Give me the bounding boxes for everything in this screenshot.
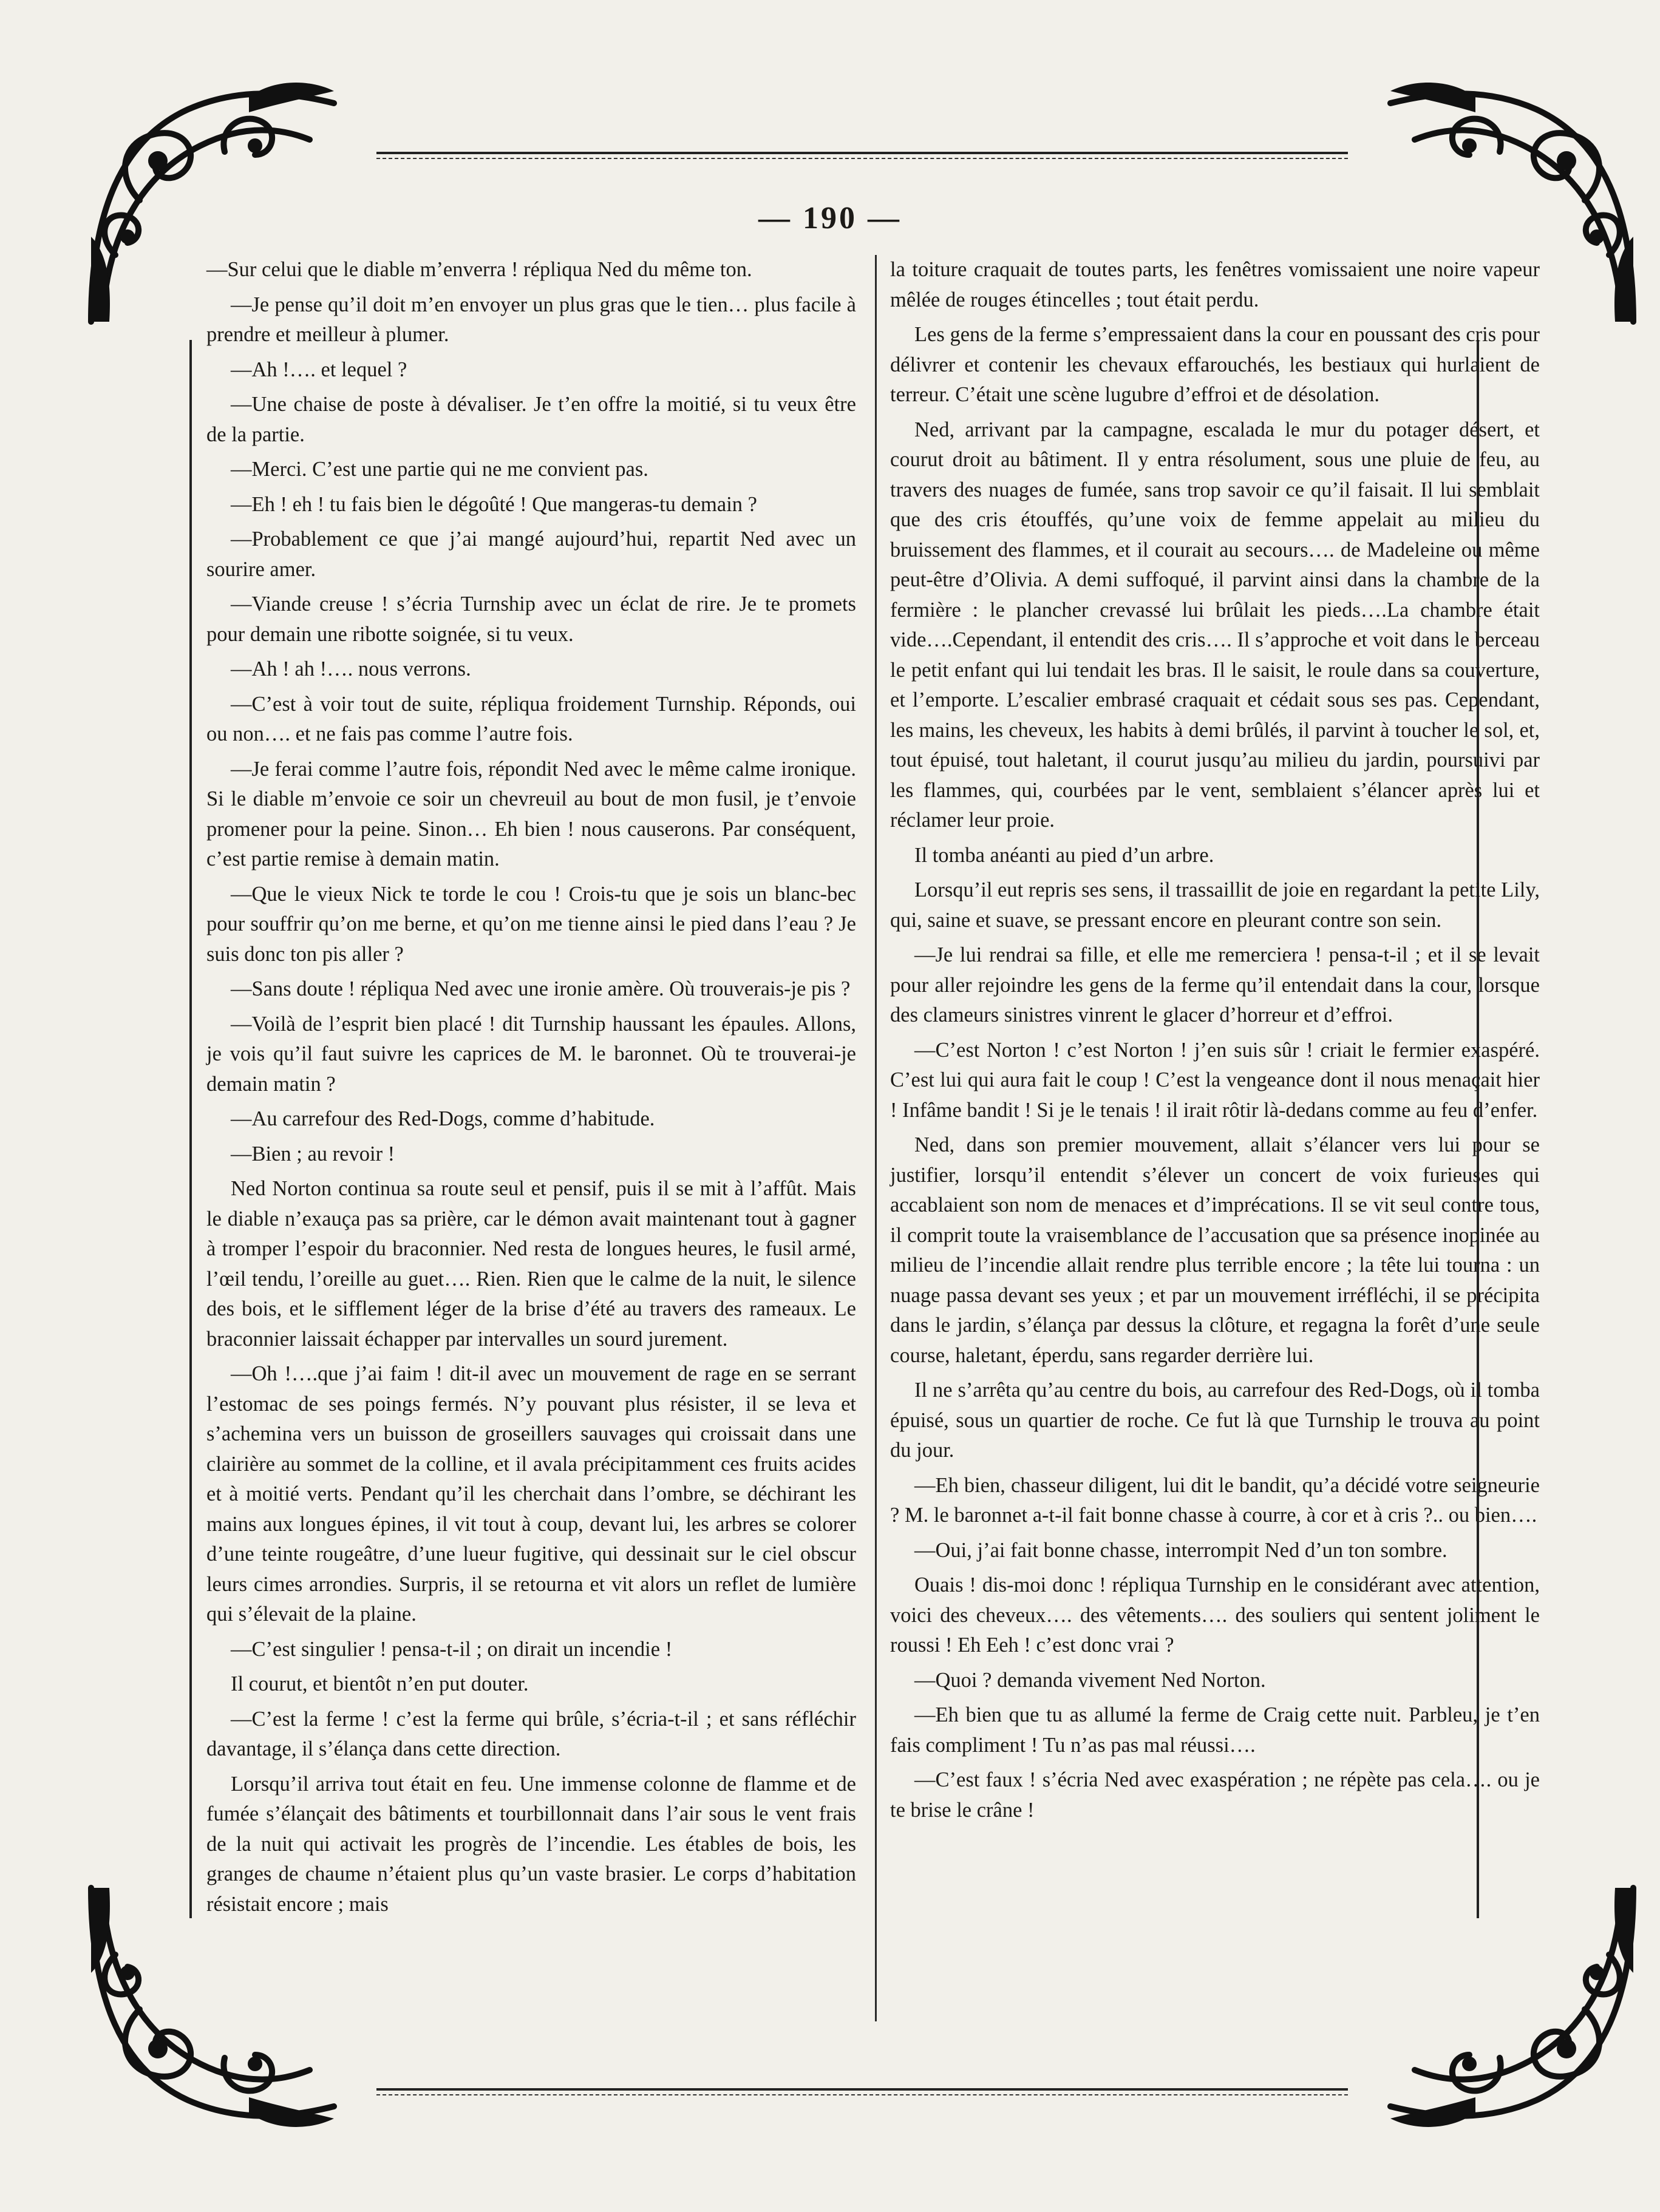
paragraph: —Eh bien que tu as allumé la ferme de Craig cette nuit. Parbleu, je t’en fais compliment ! Tu n’as pas mal réussi…. [890, 1703, 1540, 1757]
paragraph: —C’est la ferme ! c’est la ferme qui brûle, s’écria-t-il ; et sans réfléchir davantage, il s’élança dans cette direction. [206, 1707, 856, 1760]
paragraph: —C’est Norton ! c’est Norton ! j’en suis sûr ! criait le fermier exaspéré. C’est lui qui aura fait le coup ! C’est la vengeance dont il nous menaçait hier ! Infâme bandit ! Si je le tenais ! il irait rôtir là-dedans comme au feu d’enfer. [890, 1038, 1540, 1122]
paragraph: —Ah !…. et lequel ? [231, 358, 407, 381]
paragraph: Lorsqu’il arriva tout était en feu. Une immense colonne de flamme et de fumée s’élançait des bâtiments et tourbillonnait dans l’air sous le vent frais de la nuit qui activait les progrès de l’incendie. Les étables de bois, les granges de chaume n’étaient plus qu’un vaste brasier. Le corps d’habitation résistait encore ; mais [206, 1772, 856, 1916]
paragraph: —Viande creuse ! s’écria Turnship avec un éclat de rire. Je te promets pour demain une ribotte soignée, si tu veux. [206, 592, 856, 646]
paragraph: —C’est faux ! s’écria Ned avec exaspération ; ne répète pas cela…. ou je te brise le crâne ! [890, 1768, 1540, 1822]
paragraph: —Bien ; au revoir ! [231, 1142, 395, 1165]
paragraph: Ned, dans son premier mouvement, allait s’élancer vers lui pour se justifier, lorsqu’il entendit s’élever un concert de voix furieuses qui accablaient son nom de menaces et d’imprécations. Il se vit seul contre tous, il comprit toute la vraisemblance de l’accusation que sa présence inopinée au milieu de l’incendie allait rendre plus terrible encore ; la tête lui tourna : un nuage passa devant ses yeux ; et par un mouvement irréfléchi, il se précipita dans le jardin, s’élança par dessus la clôture, et regagna la forêt d’une seule course, haletant, éperdu, sans regarder derrière lui. [890, 1133, 1540, 1367]
paragraph: Les gens de la ferme s’empressaient dans la cour en poussant des cris pour délivrer et contenir les chevaux effarouchés, les bestiaux qui hurlaient de terreur. C’était une scène lugubre d’effroi et de désolation. [890, 323, 1540, 406]
paragraph: Il ne s’arrêta qu’au centre du bois, au carrefour des Red-Dogs, où il tomba épuisé, sous un quartier de roche. Ce fut là que Turnship le trouva au point du jour. [890, 1379, 1540, 1462]
paragraph: Il courut, et bientôt n’en put douter. [231, 1672, 529, 1695]
paragraph: Ned, arrivant par la campagne, escalada le mur du potager désert, et courut droit au bâtiment. Il y entra résolument, sous une pluie de feu, au travers des nuages de fumée, sans trop savoir ce qu’il faisait. Il lui semblait que des cris étouffés, qu’une voix de femme appelait au milieu du bruissement des flammes, et il courait au secours…. de Madeleine ou même peut-être d’Olivia. A demi suffoqué, il parvint ainsi dans la chambre de la fermière : le plancher crevassé lui brûlait les pieds….La chambre était vide….Cependant, il entendit des cris…. Il s’approche et voit dans le berceau le petit enfant qui lui tendait les bras. Il le saisit, le roule dans sa couverture, et l’emporte. L’escalier embrasé craquait et cédait sous ses pas. Cependant, les mains, les cheveux, les habits à demi brûlés, il parvint à toucher le sol, et, tout épuisé, tout haletant, il courut jusqu’au milieu du jardin, poursuivi par les flammes, qui, courbées par le vent, semblaient s’élancer après lui et réclamer leur proie. [890, 418, 1540, 832]
paragraph: Ouais ! dis-moi donc ! répliqua Turnship en le considérant avec attention, voici des cheveux…. des vêtements…. des souliers qui sentent joliment le roussi ! Eh Eeh ! c’est donc vrai ? [890, 1573, 1540, 1657]
column-divider [875, 255, 877, 2021]
paragraph: —C’est à voir tout de suite, répliqua froidement Turnship. Réponds, oui ou non…. et ne fais pas comme l’autre fois. [206, 692, 856, 745]
paragraph: —Sans doute ! répliqua Ned avec une ironie amère. Où trouverais-je pis ? [231, 977, 851, 1000]
paragraph: Ned Norton continua sa route seul et pensif, puis il se mit à l’affût. Mais le diable n’exauça pas sa prière, car le démon avait maintenant tout à gagner à tromper l’espoir du braconnier. Ned resta de longues heures, le fusil armé, l’œil tendu, l’oreille au guet…. Rien. Rien que le calme de la nuit, le silence des bois, et le sifflement léger de la brise d’été au travers des rameaux. Le braconnier laissait échapper par intervalles un sourd jurement. [206, 1177, 856, 1351]
paragraph: —Voilà de l’esprit bien placé ! dit Turnship haussant les épaules. Allons, je vois qu’il faut suivre les caprices de M. le baronnet. Où te trouverai-je demain matin ? [206, 1012, 856, 1096]
paragraph: —Ah ! ah !…. nous verrons. [231, 657, 471, 680]
paragraph: —Je lui rendrai sa fille, et elle me remerciera ! pensa-t-il ; et il se levait pour aller rejoindre les gens de la ferme qu’il entendait dans la cour, lorsque des clameurs sinistres vinrent le glacer d’horreur et d’effroi. [890, 943, 1540, 1026]
paragraph: —Merci. C’est une partie qui ne me convient pas. [231, 458, 648, 481]
frame-rule-top [376, 152, 1348, 154]
paragraph: —Au carrefour des Red-Dogs, comme d’habitude. [231, 1107, 655, 1130]
paragraph: —Eh bien, chasseur diligent, lui dit le bandit, qu’a décidé votre seigneurie ? M. le baronnet a-t-il fait bonne chasse à courre, à cor et à cris ?.. ou bien…. [890, 1473, 1540, 1527]
paragraph: —Une chaise de poste à dévaliser. Je t’en offre la moitié, si tu veux être de la partie. [206, 393, 856, 446]
paragraph: —Que le vieux Nick te torde le cou ! Crois-tu que je sois un blanc-bec pour souffrir qu’on me berne, et qu’on me tienne ainsi le pied dans l’eau ? Je suis donc ton pis aller ? [206, 882, 856, 966]
paragraph: —Oh !….que j’ai faim ! dit-il avec un mouvement de rage en se serrant l’estomac de ses poings fermés. N’y pouvant plus résister, il se leva et s’achemina vers un buisson de groseillers sauvages qui croissait dans une clairière au sommet de la colline, et il avala précipitamment ces fruits acides et à moitié verts. Pendant qu’il les cherchait dans l’ombre, se déchirant les mains aux longues épines, il vit tout à coup, devant lui, les arbres se colorer d’une teinte rougeâtre, d’une lueur fugitive, qui dessinait sur le ciel obscur leurs cimes arrondies. Surpris, il se retourna et vit alors un reflet de lumière qui s’élevait de la plaine. [206, 1362, 856, 1626]
right-column [890, 255, 1540, 1830]
paragraph: —C’est singulier ! pensa-t-il ; on dirait un incendie ! [231, 1637, 673, 1661]
page-number: — 190 — [758, 201, 902, 236]
paragraph: —Je ferai comme l’autre fois, répondit Ned avec le même calme ironique. Si le diable m’envoie ce soir un chevreuil au bout de mon fusil, je t’envoie promener pour la peine. Sinon… Eh bien ! nous causerons. Par conséquent, c’est partie remise à demain matin. [206, 757, 856, 870]
paragraph: la toiture craquait de toutes parts, les fenêtres vomissaient une noire vapeur mêlée de rouges étincelles ; tout était perdu. [890, 258, 1540, 311]
paragraph: —Eh ! eh ! tu fais bien le dégoûté ! Que mangeras-tu demain ? [231, 492, 757, 516]
paragraph: —Quoi ? demanda vivement Ned Norton. [914, 1668, 1266, 1692]
paragraph: —Probablement ce que j’ai mangé aujourd’hui, repartit Ned avec un sourire amer. [206, 528, 856, 581]
flourish-ornament-icon [1366, 1864, 1658, 2155]
paragraph: —Sur celui que le diable m’enverra ! répliqua Ned du même ton. [206, 258, 752, 281]
paragraph: —Je pense qu’il doit m’en envoyer un plus gras que le tien… plus facile à prendre et meilleur à plumer. [206, 293, 856, 346]
frame-rule-left [189, 340, 192, 1918]
paragraph: —Oui, j’ai fait bonne chasse, interrompit Ned d’un ton sombre. [914, 1538, 1447, 1562]
frame-rule-bottom [376, 2088, 1348, 2091]
left-column [206, 255, 856, 1924]
paragraph: Lorsqu’il eut repris ses sens, il trassaillit de joie en regardant la petite Lily, qui, saine et suave, se pressant encore en pleurant contre son sein. [890, 878, 1540, 932]
paragraph: Il tomba anéanti au pied d’un arbre. [914, 843, 1214, 867]
